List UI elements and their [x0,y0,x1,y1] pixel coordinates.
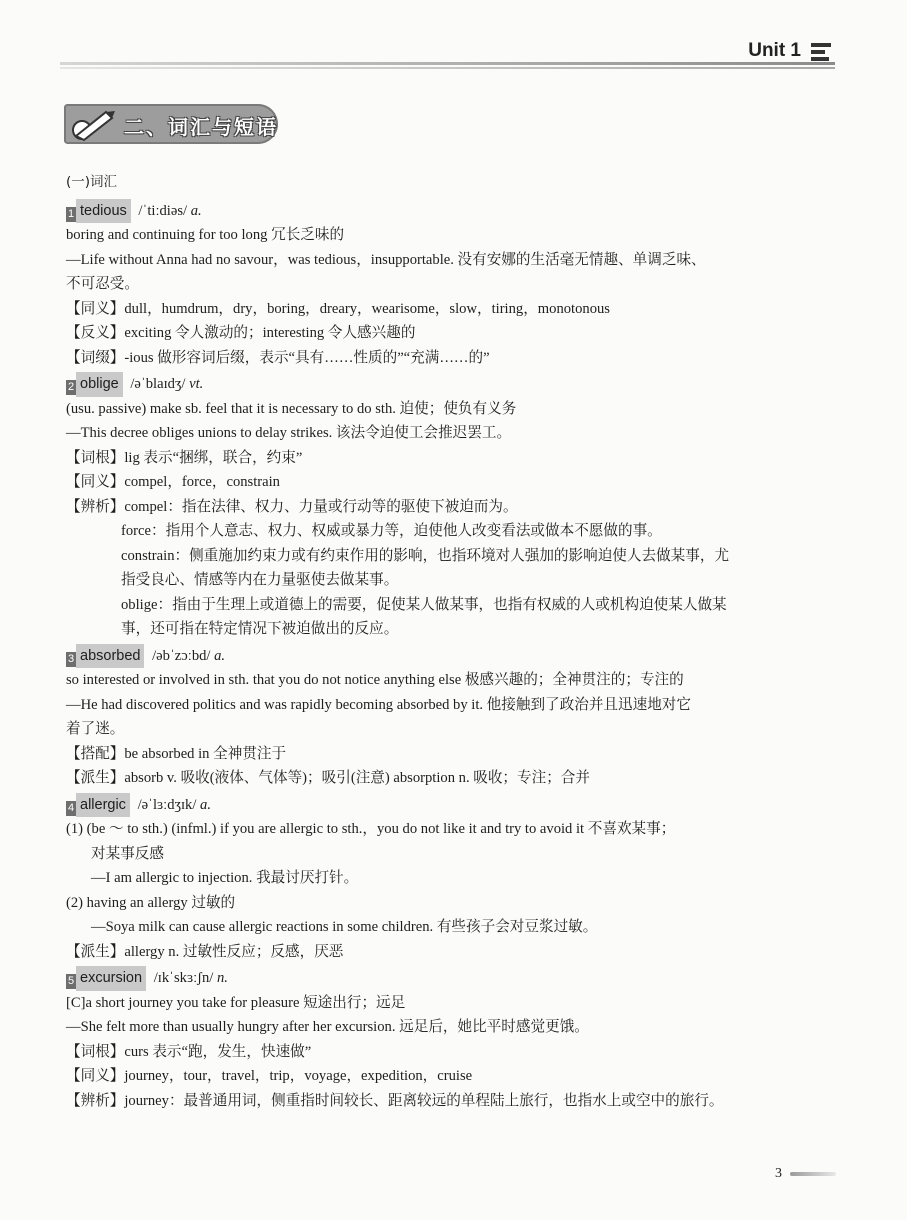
entry-line: 【派生】absorb v. 吸收(液体、气体等)；吸引(注意) absorption n. 吸收；专注；合并 [66,770,590,786]
entry-line: —This decree obliges unions to delay strikes. 该法令迫使工会推迟罢工。 [66,425,512,441]
entry-number: 3 [67,652,75,665]
page-header [60,40,835,74]
entry-line: 【词根】lig 表示“捆绑，联合，约束” [66,449,303,466]
phonetic: /əˈblaɪdʒ/ [126,376,190,392]
unit-bars-icon [811,43,831,63]
pencil-icon [68,106,118,142]
entry-number: 4 [67,801,75,814]
entry-line: boring and continuing for too long 冗长乏味的 [66,227,345,243]
part-of-speech: vt. [189,376,204,392]
entry-line: so interested or involved in sth. that you do not notice anything else 极感兴趣的；全神贯注的；专注的 [66,672,684,688]
entry-line: (1) (be ～ to sth.) (infml.) if you are allergic to sth.，you do not like it and try to avoid it 不喜欢某事； [66,821,676,837]
page-number-decoration [790,1172,836,1176]
entry-line: —Life without Anna had no savour，was tedious，insupportable. 没有安娜的生活毫无情趣、单调乏味、 [66,251,706,268]
header-rule [60,62,835,65]
entry-line-indented: 指受良心、情感等内在力量驱使去做某事。 [121,572,399,588]
entry-head [66,199,846,224]
entry-line: 【词缀】-ious 做形容词后缀，表示“具有……性质的”“充满……的” [66,349,490,366]
entry-line: 【搭配】be absorbed in 全神贯注于 [66,745,287,762]
entry-line: —He had discovered politics and was rapidly becoming absorbed by it. 他接触到了政治并且迅速地对它 [66,696,691,713]
entry-line: 【派生】allergy n. 过敏性反应；反感，厌恶 [66,943,344,960]
entry-line: (usu. passive) make sb. feel that it is necessary to do sth. 迫使；使负有义务 [66,400,517,417]
part-of-speech: n. [217,970,228,986]
entry-line: 【反义】exciting 令人激动的；interesting 令人感兴趣的 [66,325,416,341]
entry-head [66,793,846,818]
entry-line: —She felt more than usually hungry after her excursion. 远足后，她比平时感觉更饿。 [66,1019,589,1035]
entry-line-indented: oblige：指由于生理上或道德上的需要，促使某人做某事，也指有权威的人或机构迫使某人做某 [121,596,727,613]
entry-number: 2 [67,381,75,393]
headword: oblige [76,372,123,397]
part-of-speech: a. [190,202,202,219]
entry-example: —Soya milk can cause allergic reactions in some children. 有些孩子会对豆浆过敏。 [91,919,598,935]
entry-line: 不可忍受。 [66,276,139,292]
phonetic: /əbˈzɔːbd/ [148,647,215,664]
entry-line: 【词根】curs 表示“跑，发生，快速做” [66,1043,312,1060]
unit-label: Unit 1 [742,40,807,62]
entry-line: 【同义】journey，tour，travel，trip，voyage，expedition，cruise [66,1068,473,1084]
entry-line-indented: constrain：侧重施加约束力或有约束作用的影响，也指环境对人强加的影响迫使人去做某事，尤 [121,547,730,564]
section-banner [64,104,278,144]
entry-line-indented: 事，还可指在特定情况下被迫做出的反应。 [121,621,399,637]
vocabulary-content [66,170,846,1113]
section-title: 二、词汇与短语 [124,115,278,139]
headword: excursion [76,966,146,991]
page-number: 3 [775,1166,782,1181]
entry-head [66,966,846,991]
phonetic: /ɪkˈskɜːʃn/ [150,970,217,986]
entry-line: 着了迷。 [66,721,125,737]
entry-number: 1 [67,207,75,220]
phonetic: /ˈtiːdiəs/ [134,202,191,219]
entry-head [66,372,846,397]
headword: allergic [76,793,130,818]
entry-line: [C]a short journey you take for pleasure 短途出行；远足 [66,994,406,1011]
entry-number: 5 [67,975,75,987]
entry-line: 【同义】compel，force，constrain [66,474,280,490]
entry-line: 【辨析】compel：指在法律、权力、力量或行动等的驱使下被迫而为。 [66,498,518,515]
headword: absorbed [76,644,144,669]
header-rule-secondary [60,67,835,69]
part-of-speech: a. [200,796,211,813]
subsection-title: (一)词汇 [66,174,118,190]
entry-line: (2) having an allergy 过敏的 [66,894,236,911]
entry-example: —I am allergic to injection. 我最讨厌打针。 [91,870,359,886]
part-of-speech: a. [214,647,226,664]
headword: tedious [76,199,131,224]
entry-head [66,644,846,669]
entry-line-indented: 对某事反感 [91,845,164,862]
entry-line-indented: force：指用个人意志、权力、权威或暴力等，迫使他人改变看法或做本不愿做的事。 [121,523,662,539]
entry-line: 【同义】dull，humdrum，dry，boring，dreary，wearisome，slow，tiring，monotonous [66,300,610,317]
entry-line: 【辨析】journey：最普通用词，侧重指时间较长、距离较远的单程陆上旅行，也指水上或空中的旅行。 [66,1092,724,1109]
phonetic: /əˈlɜːdʒɪk/ [133,796,201,813]
